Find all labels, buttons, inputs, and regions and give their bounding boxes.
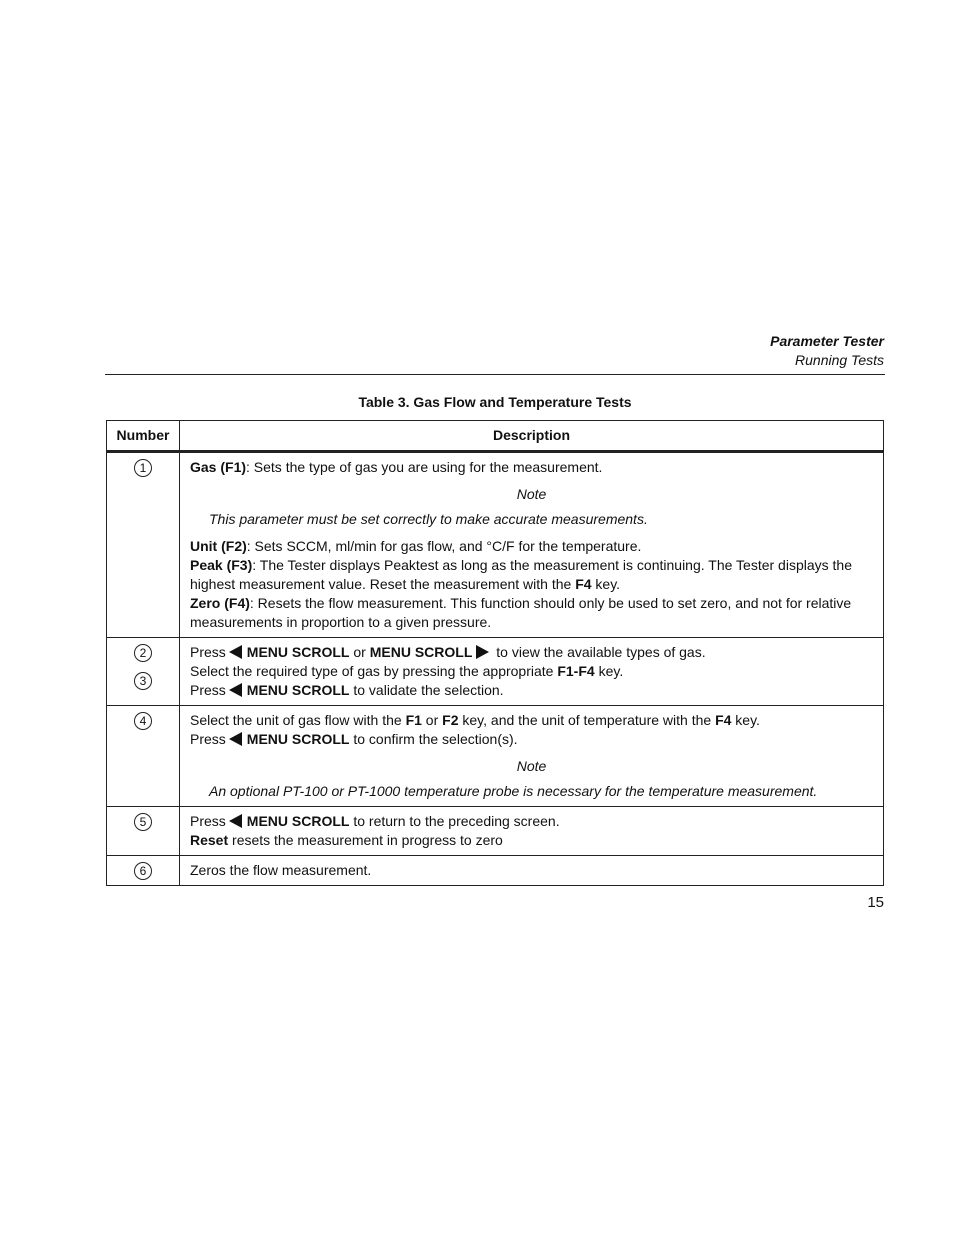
left-triangle-icon xyxy=(229,732,242,746)
text-line: Press MENU SCROLL to return to the preceding screen. xyxy=(190,813,560,829)
number-cell xyxy=(107,638,180,706)
text-line: Press MENU SCROLL to confirm the selection(s). xyxy=(190,731,518,747)
header-title: Parameter Tester xyxy=(770,333,884,349)
circled-number: 6 xyxy=(134,862,152,880)
right-triangle-icon xyxy=(476,645,489,659)
text-line: Zeros the flow measurement. xyxy=(190,862,372,878)
note-heading: Note xyxy=(516,486,547,502)
text-line: Peak (F3): The Tester displays Peaktest as long as the measurement is continuing. The Tester displays the highest measurement value. Reset the measurement with the F4 key. xyxy=(190,557,852,592)
table-caption: Table 3. Gas Flow and Temperature Tests xyxy=(358,394,632,410)
text-line: Select the required type of gas by pressing the appropriate F1-F4 key. xyxy=(190,663,624,679)
circled-number: 3 xyxy=(134,672,152,690)
header-rule xyxy=(105,374,885,375)
header-number: Number xyxy=(107,421,180,452)
text-line: Reset resets the measurement in progress to zero xyxy=(190,832,503,848)
header-subtitle: Running Tests xyxy=(795,352,884,368)
number-cell xyxy=(107,706,180,807)
text-line: Zero (F4): Resets the flow measurement. This function should only be used to set zero, and not for relative measurements in proportion to a given pressure. xyxy=(190,595,852,630)
left-triangle-icon xyxy=(229,814,242,828)
number-cell xyxy=(107,856,180,886)
number-cell xyxy=(107,452,180,638)
note-text: An optional PT-100 or PT-1000 temperature probe is necessary for the temperature measurement. xyxy=(209,783,818,799)
circled-number: 4 xyxy=(134,712,152,730)
left-triangle-icon xyxy=(229,683,242,697)
description-cell xyxy=(180,706,884,807)
text-line: Press MENU SCROLL or MENU SCROLL to view the available types of gas. xyxy=(190,644,706,660)
gas-flow-table xyxy=(106,420,884,886)
circled-number: 1 xyxy=(134,459,152,477)
table-row xyxy=(107,638,884,706)
table-row xyxy=(107,452,884,638)
table-row xyxy=(107,807,884,856)
page-number: 15 xyxy=(867,894,884,911)
text-line: Unit (F2): Sets SCCM, ml/min for gas flow, and °C/F for the temperature. xyxy=(190,538,642,554)
table-header-row xyxy=(107,421,884,452)
description-cell xyxy=(180,638,884,706)
circled-number: 5 xyxy=(134,813,152,831)
description-cell xyxy=(180,856,884,886)
table-row xyxy=(107,856,884,886)
description-cell xyxy=(180,452,884,638)
note-text: This parameter must be set correctly to make accurate measurements. xyxy=(209,511,648,527)
circled-number: 2 xyxy=(134,644,152,662)
table-row xyxy=(107,706,884,807)
text-line: Gas (F1): Sets the type of gas you are using for the measurement. xyxy=(190,459,603,475)
header-description: Description xyxy=(180,421,884,452)
left-triangle-icon xyxy=(229,645,242,659)
text-line: Select the unit of gas flow with the F1 or F2 key, and the unit of temperature with the F4 key. xyxy=(190,712,760,728)
number-cell xyxy=(107,807,180,856)
text-line: Press MENU SCROLL to validate the selection. xyxy=(190,682,504,698)
description-cell xyxy=(180,807,884,856)
note-heading: Note xyxy=(516,758,547,774)
